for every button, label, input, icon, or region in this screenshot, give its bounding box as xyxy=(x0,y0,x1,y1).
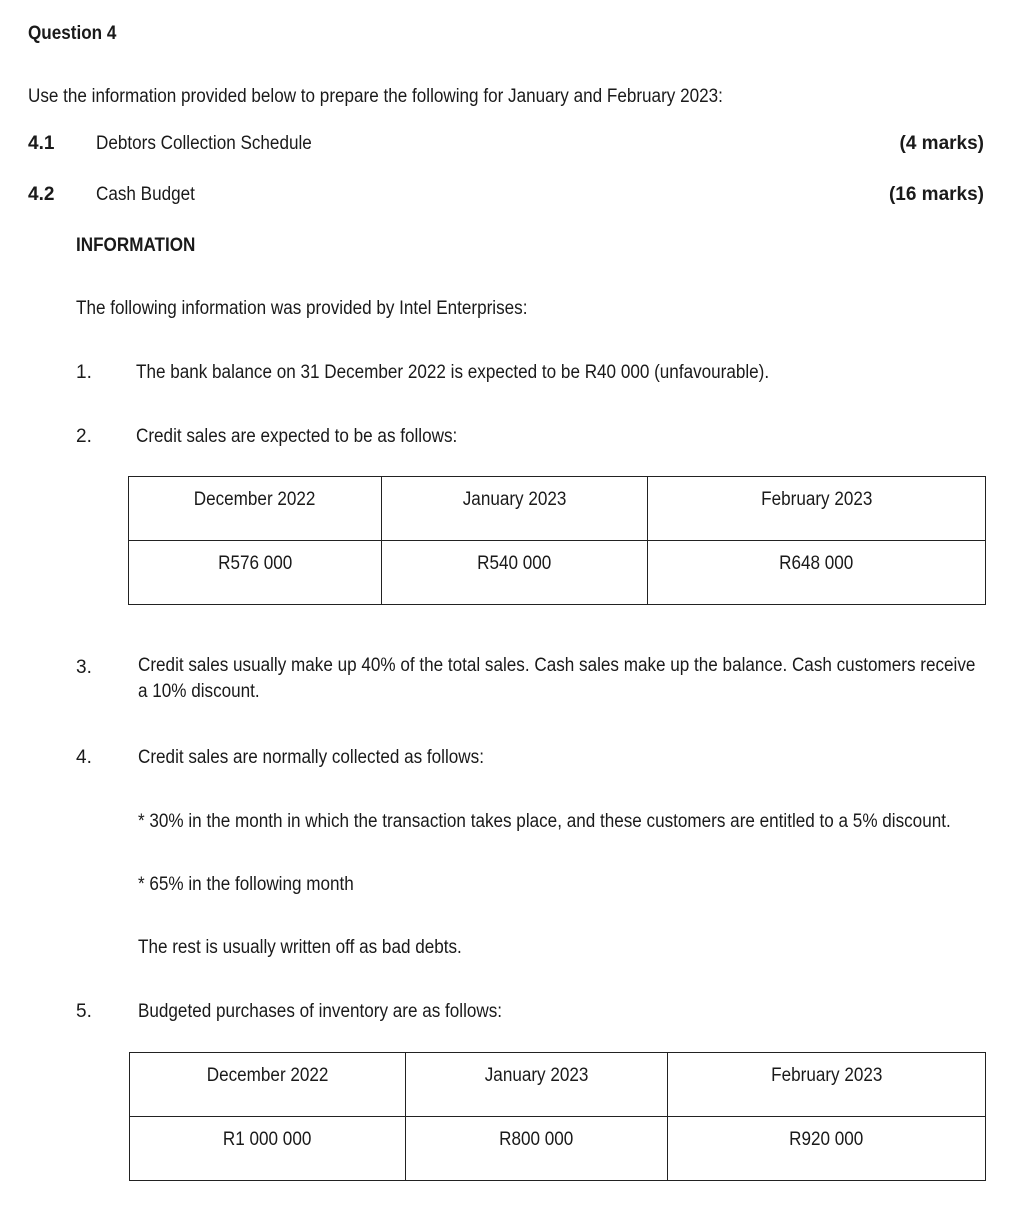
item-number: 1. xyxy=(76,362,92,383)
question-title: Question 4 xyxy=(28,23,117,44)
part-marks: (16 marks) xyxy=(888,184,984,205)
table-header-cell: February 2023 xyxy=(648,477,986,541)
table-header-cell: January 2023 xyxy=(382,477,648,541)
table-cell: R576 000 xyxy=(129,541,382,605)
purchases-table xyxy=(129,1052,986,1181)
table-cell: R1 000 000 xyxy=(130,1117,406,1181)
table-cell: R648 000 xyxy=(648,541,986,605)
item-number: 4. xyxy=(76,747,92,768)
table-header-cell: December 2022 xyxy=(129,477,382,541)
table-cell: R920 000 xyxy=(668,1117,986,1181)
table-header-cell: February 2023 xyxy=(668,1053,986,1117)
table-header-cell: December 2022 xyxy=(130,1053,406,1117)
part-label-cash-budget: Cash Budget xyxy=(96,184,195,205)
information-intro: The following information was provided by Intel Enterprises: xyxy=(76,298,528,319)
table-row xyxy=(129,477,986,541)
item-text-bank-balance: The bank balance on 31 December 2022 is expected to be R40 000 (unfavourable). xyxy=(136,362,770,383)
part-number: 4.1 xyxy=(28,133,55,154)
item-number: 5. xyxy=(76,1001,92,1022)
item-number: 2. xyxy=(76,426,92,447)
item-text-credit-sales: Credit sales are expected to be as follows: xyxy=(136,426,458,447)
collection-rule: * 30% in the month in which the transaction takes place, and these customers are entitled to a 5% discount. xyxy=(138,811,951,832)
collection-rule: * 65% in the following month xyxy=(138,874,354,895)
part-marks: (4 marks) xyxy=(899,133,984,154)
table-header-cell: January 2023 xyxy=(406,1053,668,1117)
table-cell: R540 000 xyxy=(382,541,648,605)
item-text-credit-sales-share: Credit sales usually make up 40% of the total sales. Cash sales make up the balance. Cash customers receive a 10% discount. xyxy=(138,655,976,702)
part-label-debtors-collection-schedule: Debtors Collection Schedule xyxy=(96,133,312,154)
table-cell: R800 000 xyxy=(406,1117,668,1181)
credit-sales-table xyxy=(128,476,986,605)
item-number: 3. xyxy=(76,657,92,678)
table-row xyxy=(130,1053,986,1117)
item-text-purchases: Budgeted purchases of inventory are as follows: xyxy=(138,1001,503,1022)
part-number: 4.2 xyxy=(28,184,55,205)
table-row xyxy=(129,541,986,605)
information-heading: INFORMATION xyxy=(76,235,196,256)
intro-text: Use the information provided below to prepare the following for January and February 2023: xyxy=(28,86,723,107)
bad-debts-note: The rest is usually written off as bad debts. xyxy=(138,937,462,958)
table-row xyxy=(130,1117,986,1181)
item-text-collection: Credit sales are normally collected as follows: xyxy=(138,747,484,768)
